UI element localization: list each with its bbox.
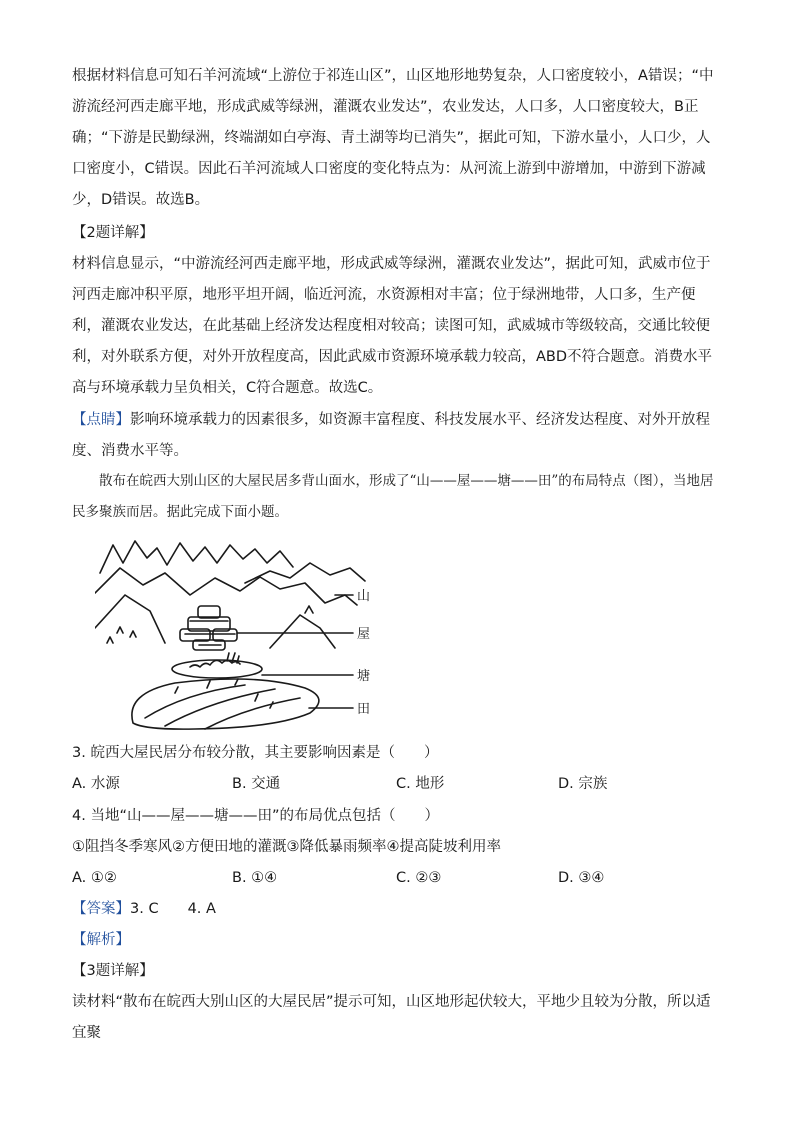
answer-label: 【答案】 <box>72 901 130 917</box>
village-layout-figure <box>95 533 385 733</box>
answer-text: 3. C 4. A <box>130 901 216 917</box>
label-tian: 田 <box>357 702 371 717</box>
q4-option-b: B. ①④ <box>232 870 278 886</box>
q3-option-d: D. 宗族 <box>558 776 608 792</box>
para-3: 读材料“散布在皖西大别山区的大屋民居”提示可知，山区地形起伏较大，平地少且较为分散，所以适宜聚 <box>72 994 711 1041</box>
mountain-slope-right <box>270 615 335 648</box>
dianjing-text: 影响环境承载力的因素很多，如资源丰富程度、科技发展水平、经济发达程度、对外开放程度、消费水平等。 <box>72 412 710 459</box>
field-drawing <box>132 679 319 729</box>
pond-drawing <box>172 660 262 678</box>
mountain-ridge-mid <box>95 568 357 605</box>
q2-heading: 【2题详解】 <box>72 225 154 241</box>
q3-option-a: A. 水源 <box>72 776 120 792</box>
q3-option-c: C. 地形 <box>396 776 445 792</box>
label-shan: 山 <box>357 589 371 604</box>
material-text: 散布在皖西大别山区的大屋民居多背山面水，形成了“山——屋——塘——田”的布局特点（图），当地居民多聚族而居。据此完成下面小题。 <box>72 473 714 520</box>
q3-options <box>72 769 724 800</box>
answer <box>72 894 724 925</box>
q3-heading: 【3题详解】 <box>72 963 154 979</box>
q4-options <box>72 863 724 894</box>
dianjing <box>72 405 724 467</box>
mountain-ridge-far <box>100 541 293 573</box>
q4-option-d: D. ③④ <box>558 870 605 886</box>
q3-stem: 3. 皖西大屋民居分布较分散，其主要影响因素是（ ） <box>72 745 439 761</box>
para-1: 根据材料信息可知石羊河流域“上游位于祁连山区”，山区地形地势复杂，人口密度较小，A错误；“中游流经河西走廊平地，形成武威等绿洲，灌溉农业发达”，农业发达，人口多，人口密度较大，B正确；“下游是民勤绿洲，终端湖如白亭海、青土湖等均已消失”，据此可知，下游水量小，人口少，人口密度小，C错误。因此石羊河流域人口密度的变化特点为：从河流上游到中游增加，中游到下游减少，D错误。故选B。 <box>72 68 714 208</box>
q4-option-a: A. ①② <box>72 870 117 886</box>
q4-option-c: C. ②③ <box>396 870 442 886</box>
analysis-label: 【解析】 <box>72 932 130 948</box>
label-tang: 塘 <box>357 669 371 684</box>
para-2: 材料信息显示，“中游流经河西走廊平地，形成武威等绿洲，灌溉农业发达”，据此可知，武威市位于河西走廊冲积平原，地形平坦开阔，临近河流，水资源相对丰富；位于绿洲地带，人口多，生产便利，灌溉农业发达，在此基础上经济发达程度相对较高；读图可知，武威城市等级较高，交通比较便利，对外联系方便，对外开放程度高，因此武威市资源环境承载力较高，ABD不符合题意。消费水平高与环境承载力呈负相关，C符合题意。故选C。 <box>72 256 713 396</box>
q4-items: ①阻挡冬季寒风②方便田地的灌溉③降低暴雨频率④提高陡坡利用率 <box>72 839 501 855</box>
q3-option-b: B. 交通 <box>232 776 281 792</box>
dianjing-label: 【点睛】 <box>72 412 130 428</box>
house-drawing <box>180 606 237 650</box>
label-wu: 屋 <box>357 627 371 642</box>
mountain-ridge-right <box>245 563 365 583</box>
q4-stem: 4. 当地“山——屋——塘——田”的布局优点包括（ ） <box>72 808 439 824</box>
